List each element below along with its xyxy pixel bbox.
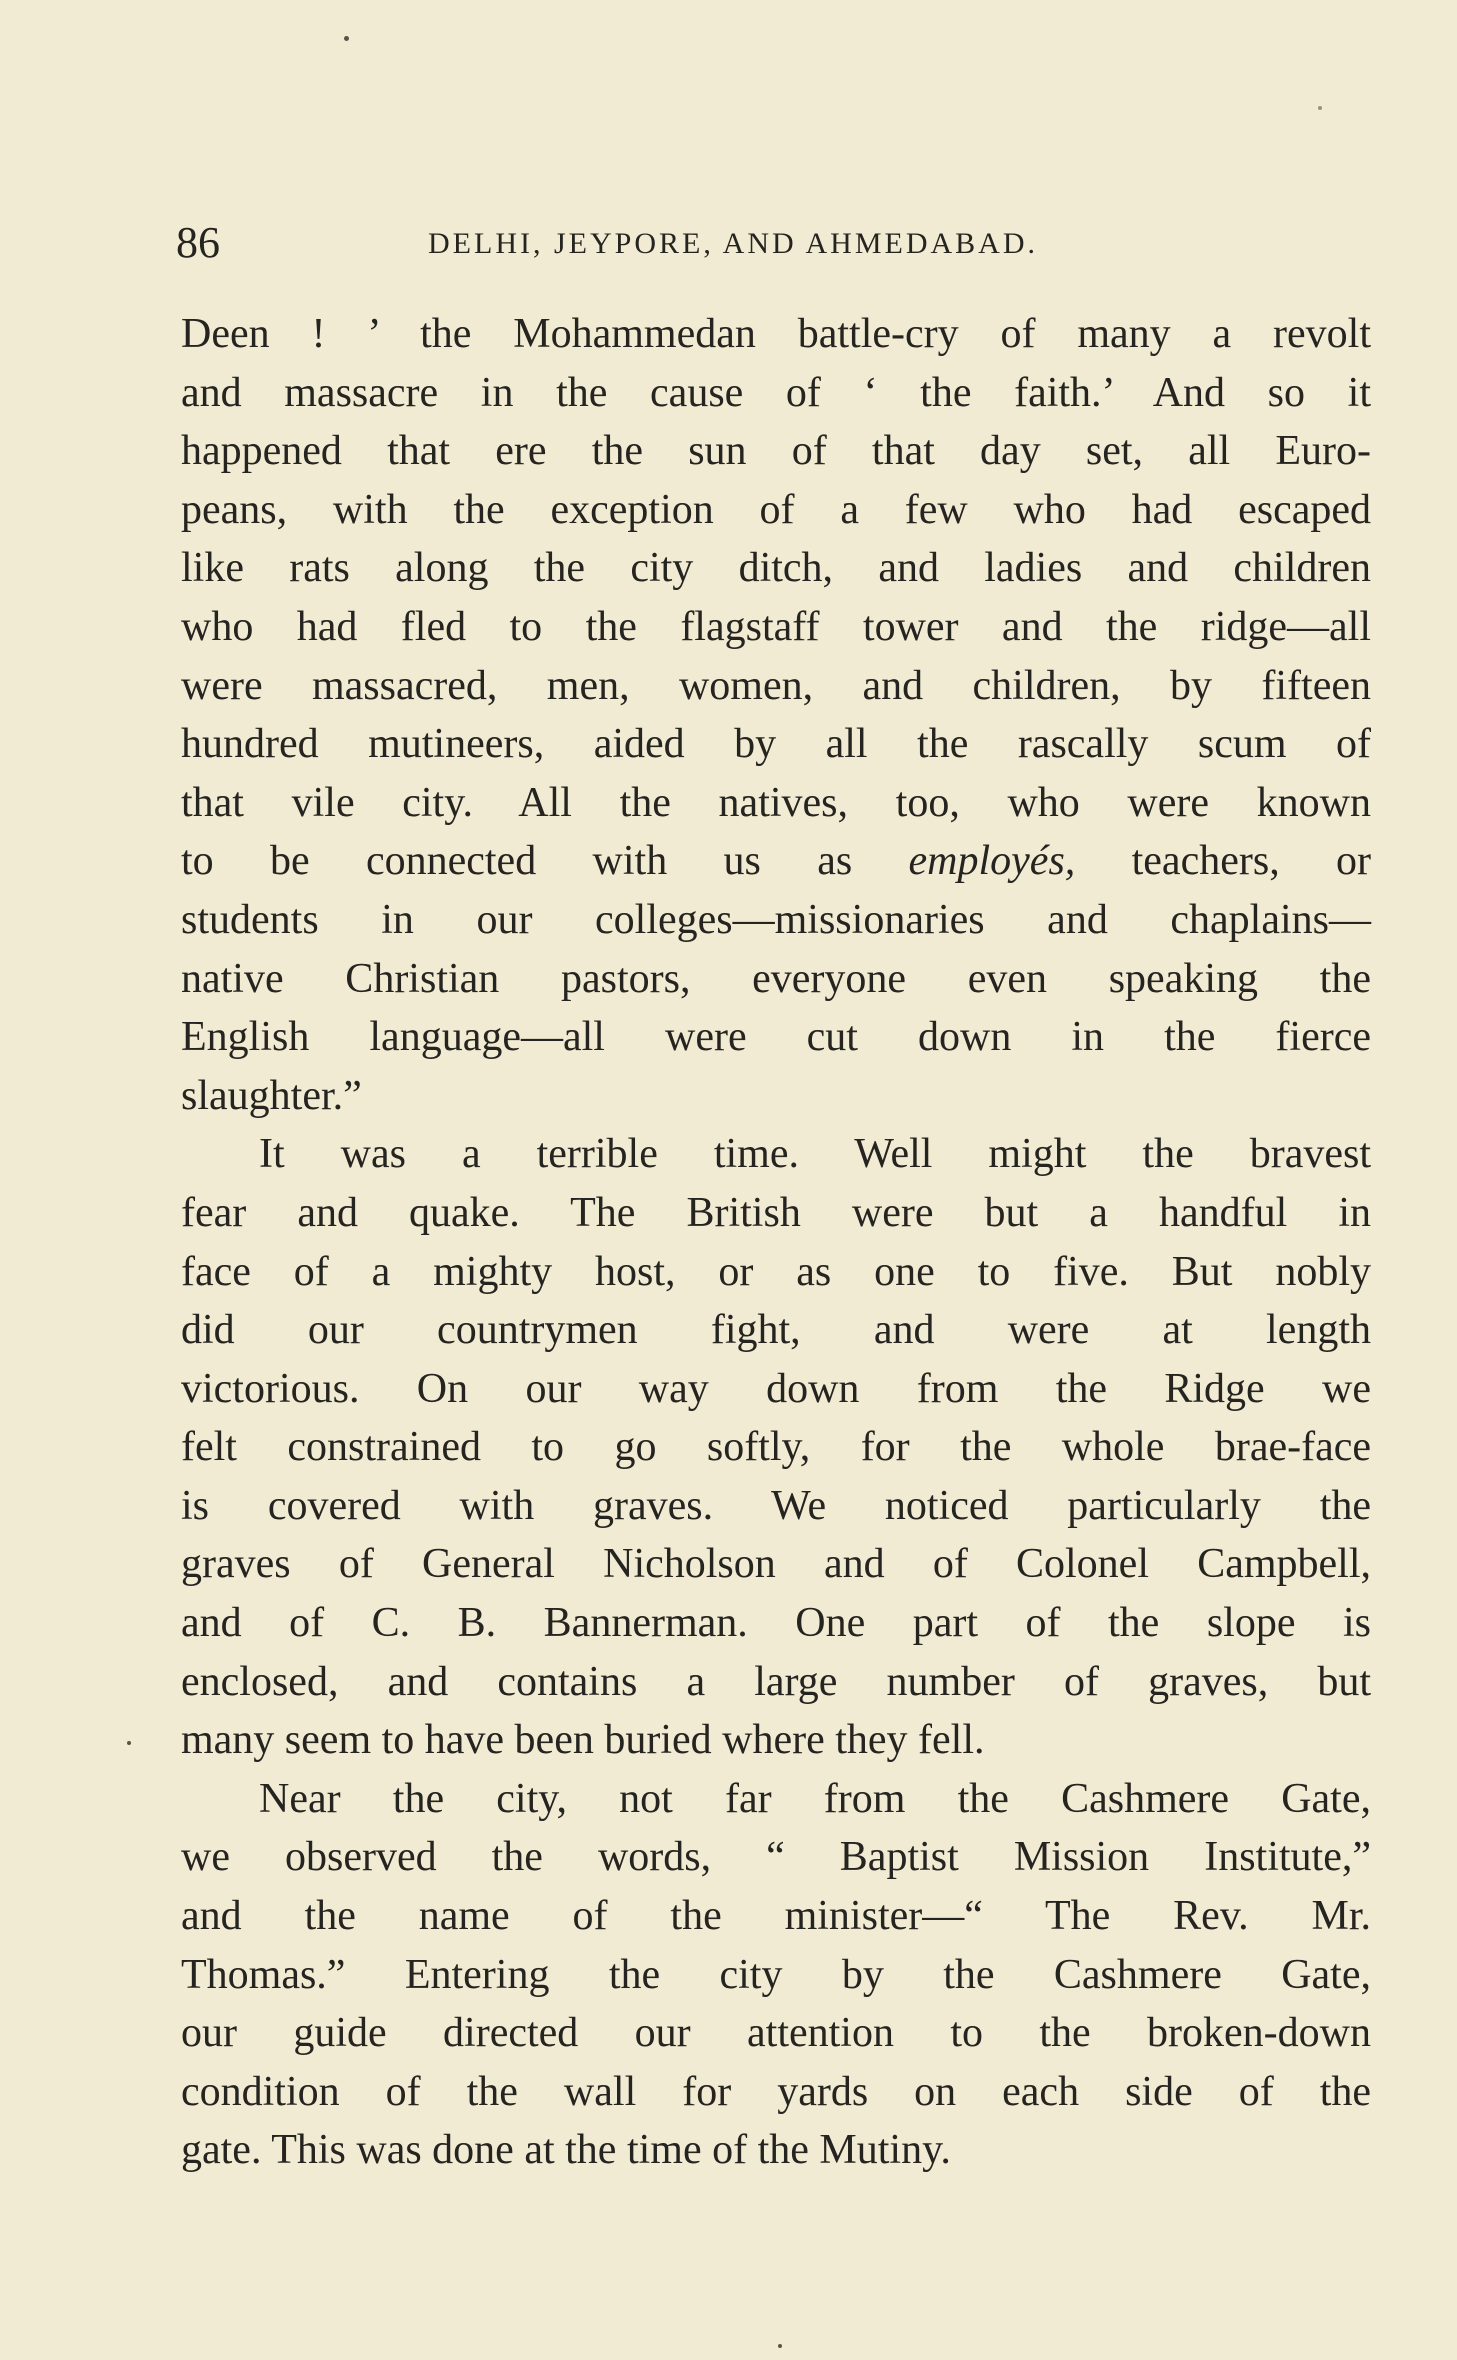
text-line: gate. This was done at the time of the Mutiny.	[181, 2127, 951, 2174]
text-line: face of a mighty host, or as one to five. But nobly	[181, 1248, 1371, 1295]
text-line: students in our colleges—missionaries and chaplains—	[181, 896, 1371, 943]
text-line: enclosed, and contains a large number of graves, but	[181, 1658, 1371, 1705]
text-line: English language—all were cut down in the fierce	[181, 1014, 1371, 1061]
text-line: condition of the wall for yards on each side of the	[181, 2068, 1371, 2115]
text-line: that vile city. All the natives, too, who were known	[181, 779, 1371, 826]
ink-speck	[1318, 106, 1322, 110]
text-line: felt constrained to go softly, for the whole brae-face	[181, 1424, 1371, 1471]
ink-speck	[127, 1741, 131, 1745]
text-line: Thomas.” Entering the city by the Cashmere Gate,	[181, 1951, 1371, 1998]
text-line: we observed the words, “ Baptist Mission Institute,”	[181, 1834, 1371, 1881]
text-line: did our countrymen fight, and were at length	[181, 1307, 1371, 1354]
text-segment: to be connected with us as	[181, 838, 909, 885]
ink-speck	[778, 2344, 782, 2348]
text-line: and the name of the minister—“ The Rev. Mr.	[181, 1893, 1371, 1940]
text-line: many seem to have been buried where they fell.	[181, 1717, 985, 1764]
text-line: who had fled to the flagstaff tower and the ridge—all	[181, 603, 1371, 650]
text-line: slaughter.”	[181, 1072, 362, 1119]
text-line: and of C. B. Bannerman. One part of the slope is	[181, 1600, 1371, 1647]
text-line: graves of General Nicholson and of Colonel Campbell,	[181, 1541, 1371, 1588]
text-line: and massacre in the cause of ‘ the faith.’ And so it	[181, 369, 1371, 416]
text-line	[181, 832, 1371, 891]
text-line: victorious. On our way down from the Ridge we	[181, 1365, 1371, 1412]
ink-speck	[344, 36, 349, 41]
text-line: happened that ere the sun of that day set, all Euro-	[181, 428, 1371, 475]
running-title: DELHI, JEYPORE, AND AHMEDABAD.	[428, 227, 1039, 260]
text-line: peans, with the exception of a few who had escaped	[181, 486, 1371, 533]
text-line: Near the city, not far from the Cashmere Gate,	[259, 1775, 1371, 1822]
italic-word: employés,	[908, 838, 1076, 885]
text-line: fear and quake. The British were but a handful in	[181, 1189, 1371, 1236]
text-line: Deen ! ’ the Mohammedan battle-cry of many a revolt	[181, 311, 1371, 357]
text-line: were massacred, men, women, and children, by fifteen	[181, 662, 1371, 709]
text-line: It was a terrible time. Well might the bravest	[259, 1131, 1371, 1178]
text-line: like rats along the city ditch, and ladies and children	[181, 545, 1371, 592]
text-line: hundred mutineers, aided by all the rascally scum of	[181, 721, 1371, 768]
text-line: is covered with graves. We noticed particularly the	[181, 1482, 1371, 1529]
page-header	[176, 213, 1176, 273]
body-text	[181, 305, 1371, 2180]
text-segment: teachers, or	[1075, 838, 1372, 885]
page-number: 86	[176, 218, 220, 267]
text-line: our guide directed our attention to the broken-down	[181, 2010, 1371, 2057]
text-line: native Christian pastors, everyone even speaking the	[181, 955, 1371, 1002]
